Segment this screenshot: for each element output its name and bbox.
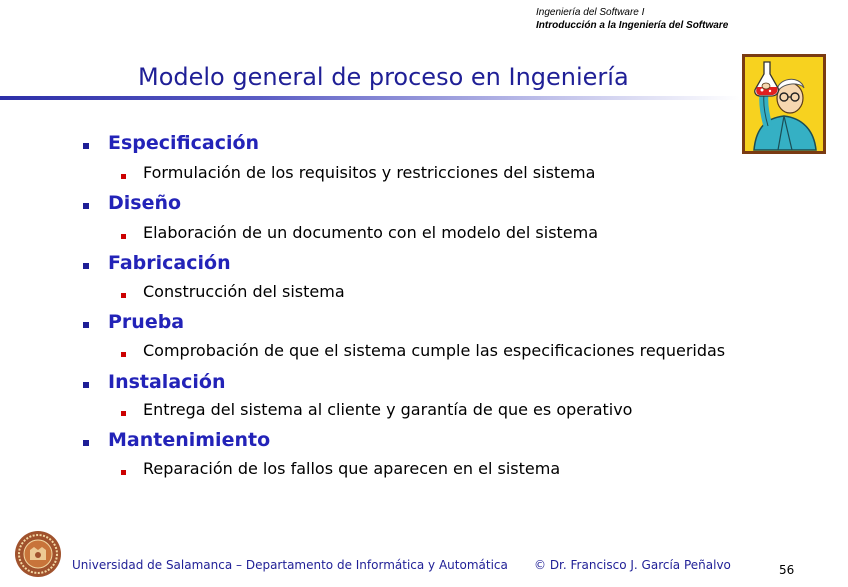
- bullet-marker: [83, 322, 89, 328]
- footer-author: © Dr. Francisco J. García Peñalvo: [534, 558, 731, 572]
- sub-bullet-marker: [121, 234, 126, 239]
- list-item-heading: Prueba: [108, 311, 185, 333]
- course-name: Ingeniería del Software I: [536, 7, 645, 18]
- list-item-detail: Entrega del sistema al cliente y garantía de que es operativo: [143, 400, 633, 419]
- list-item-heading: Especificación: [108, 132, 260, 154]
- slide-title: Modelo general de proceso en Ingeniería: [138, 63, 629, 91]
- bullet-marker: [83, 203, 89, 209]
- university-seal-icon: [14, 530, 62, 578]
- bullet-marker: [83, 440, 89, 446]
- list-item-heading: Instalación: [108, 371, 226, 393]
- page-number: 56: [779, 563, 795, 577]
- subject-name: Introducción a la Ingeniería del Software: [536, 20, 729, 31]
- list-item-detail: Construcción del sistema: [143, 282, 345, 301]
- sub-bullet-marker: [121, 470, 126, 475]
- list-item-heading: Diseño: [108, 192, 182, 214]
- list-item-detail: Elaboración de un documento con el modelo del sistema: [143, 223, 599, 242]
- bullet-marker: [83, 382, 89, 388]
- list-item-detail: Comprobación de que el sistema cumple las especificaciones requeridas: [143, 341, 726, 360]
- list-item-detail: Reparación de los fallos que aparecen en el sistema: [143, 459, 561, 478]
- list-item-heading: Mantenimiento: [108, 429, 271, 451]
- footer-institution: Universidad de Salamanca – Departamento de Informática y Automática: [72, 558, 508, 572]
- bullet-marker: [83, 263, 89, 269]
- sub-bullet-marker: [121, 411, 126, 416]
- sub-bullet-marker: [121, 174, 126, 179]
- sub-bullet-marker: [121, 352, 126, 357]
- list-item-heading: Fabricación: [108, 252, 231, 274]
- bullet-marker: [83, 143, 89, 149]
- sub-bullet-marker: [121, 293, 126, 298]
- list-item-detail: Formulación de los requisitos y restricciones del sistema: [143, 163, 596, 182]
